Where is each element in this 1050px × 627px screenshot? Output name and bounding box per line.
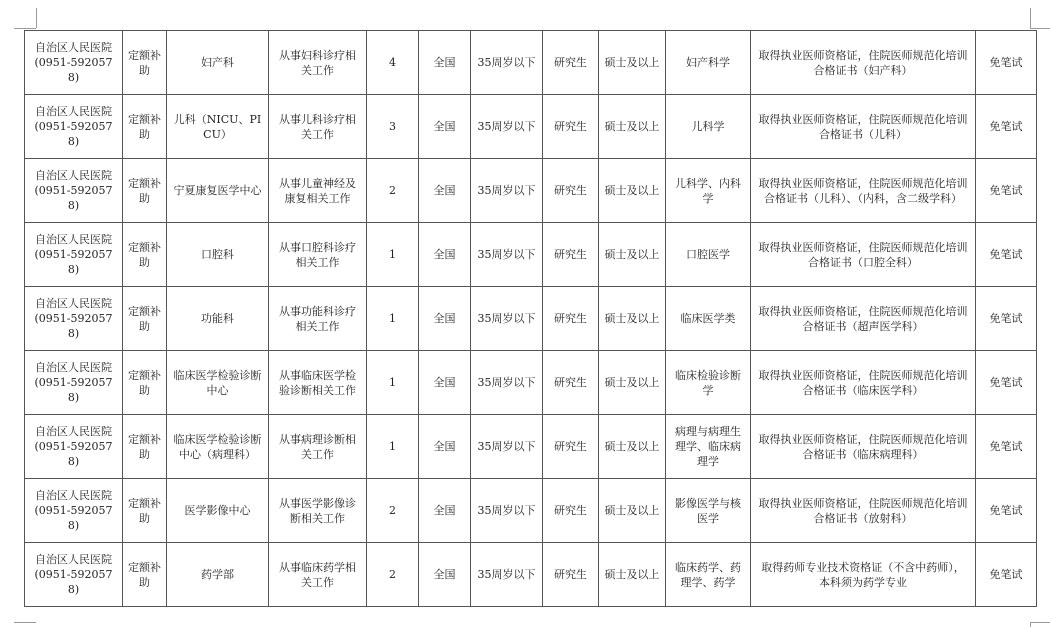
- unit-phone: (0951-5920578): [34, 120, 113, 148]
- headcount-cell: 1: [367, 351, 419, 415]
- scope-cell: 全国: [419, 223, 471, 287]
- funding-type-cell: 定额补助: [123, 95, 167, 159]
- age-cell: 35周岁以下: [471, 287, 543, 351]
- major-cell: 临床药学、药理学、药学: [666, 543, 751, 607]
- scope-cell: 全国: [419, 415, 471, 479]
- funding-type-cell: 定额补助: [123, 351, 167, 415]
- exam-method-cell: 免笔试: [976, 415, 1037, 479]
- exam-method-cell: 免笔试: [976, 543, 1037, 607]
- department-cell: 医学影像中心: [167, 479, 269, 543]
- degree-cell: 硕士及以上: [599, 543, 666, 607]
- age-cell: 35周岁以下: [471, 351, 543, 415]
- exam-method-cell: 免笔试: [976, 159, 1037, 223]
- scope-cell: 全国: [419, 351, 471, 415]
- page-corner-mark: [1030, 622, 1031, 627]
- education-cell: 研究生: [543, 351, 599, 415]
- requirements-cell: 取得执业医师资格证，住院医师规范化培训合格证书（儿科）: [751, 95, 976, 159]
- headcount-cell: 1: [367, 287, 419, 351]
- age-cell: 35周岁以下: [471, 479, 543, 543]
- major-cell: 临床检验诊断学: [666, 351, 751, 415]
- page-corner-mark: [14, 622, 36, 623]
- recruitment-table: [24, 30, 1037, 607]
- page-corner-mark: [14, 28, 36, 29]
- page-corner-mark: [1030, 28, 1050, 29]
- major-cell: 口腔医学: [666, 223, 751, 287]
- unit-name: 自治区人民医院: [35, 361, 112, 374]
- requirements-cell: 取得执业医师资格证，住院医师规范化培训合格证书（口腔全科）: [751, 223, 976, 287]
- headcount-cell: 3: [367, 95, 419, 159]
- duty-cell: 从事临床医学检验诊断相关工作: [269, 351, 367, 415]
- education-cell: 研究生: [543, 223, 599, 287]
- major-cell: 临床医学类: [666, 287, 751, 351]
- degree-cell: 硕士及以上: [599, 159, 666, 223]
- education-cell: 研究生: [543, 415, 599, 479]
- table-row: [25, 95, 1037, 159]
- unit-name: 自治区人民医院: [35, 105, 112, 118]
- headcount-cell: 2: [367, 159, 419, 223]
- unit-name: 自治区人民医院: [35, 41, 112, 54]
- exam-method-cell: 免笔试: [976, 287, 1037, 351]
- headcount-cell: 1: [367, 415, 419, 479]
- department-cell: 药学部: [167, 543, 269, 607]
- unit-cell: [25, 95, 123, 159]
- education-cell: 研究生: [543, 543, 599, 607]
- table-row: [25, 479, 1037, 543]
- age-cell: 35周岁以下: [471, 543, 543, 607]
- headcount-cell: 2: [367, 479, 419, 543]
- unit-phone: (0951-5920578): [34, 248, 113, 276]
- scope-cell: 全国: [419, 479, 471, 543]
- requirements-cell: 取得执业医师资格证，住院医师规范化培训合格证书（临床医学科）: [751, 351, 976, 415]
- department-cell: 临床医学检验诊断中心（病理科）: [167, 415, 269, 479]
- unit-cell: [25, 159, 123, 223]
- exam-method-cell: 免笔试: [976, 223, 1037, 287]
- exam-method-cell: 免笔试: [976, 95, 1037, 159]
- major-cell: 儿科学、内科学: [666, 159, 751, 223]
- scope-cell: 全国: [419, 159, 471, 223]
- duty-cell: 从事口腔科诊疗相关工作: [269, 223, 367, 287]
- unit-cell: [25, 543, 123, 607]
- exam-method-cell: 免笔试: [976, 31, 1037, 95]
- age-cell: 35周岁以下: [471, 31, 543, 95]
- major-cell: 儿科学: [666, 95, 751, 159]
- requirements-cell: 取得药师专业技术资格证（不含中药师），本科须为药学专业: [751, 543, 976, 607]
- exam-method-cell: 免笔试: [976, 479, 1037, 543]
- unit-cell: [25, 31, 123, 95]
- duty-cell: 从事病理诊断相关工作: [269, 415, 367, 479]
- unit-phone: (0951-5920578): [34, 376, 113, 404]
- department-cell: 临床医学检验诊断中心: [167, 351, 269, 415]
- requirements-cell: 取得执业医师资格证，住院医师规范化培训合格证书（放射科）: [751, 479, 976, 543]
- page-corner-mark: [1030, 8, 1031, 28]
- table-row: [25, 287, 1037, 351]
- department-cell: 功能科: [167, 287, 269, 351]
- duty-cell: 从事临床药学相关工作: [269, 543, 367, 607]
- unit-name: 自治区人民医院: [35, 553, 112, 566]
- degree-cell: 硕士及以上: [599, 479, 666, 543]
- unit-name: 自治区人民医院: [35, 233, 112, 246]
- duty-cell: 从事医学影像诊断相关工作: [269, 479, 367, 543]
- headcount-cell: 1: [367, 223, 419, 287]
- funding-type-cell: 定额补助: [123, 287, 167, 351]
- age-cell: 35周岁以下: [471, 159, 543, 223]
- unit-phone: (0951-5920578): [34, 440, 113, 468]
- unit-phone: (0951-5920578): [34, 568, 113, 596]
- unit-name: 自治区人民医院: [35, 425, 112, 438]
- unit-phone: (0951-5920578): [34, 56, 113, 84]
- unit-cell: [25, 479, 123, 543]
- requirements-cell: 取得执业医师资格证，住院医师规范化培训合格证书（超声医学科）: [751, 287, 976, 351]
- headcount-cell: 2: [367, 543, 419, 607]
- scope-cell: 全国: [419, 95, 471, 159]
- unit-cell: [25, 415, 123, 479]
- table-row: [25, 159, 1037, 223]
- unit-phone: (0951-5920578): [34, 312, 113, 340]
- unit-name: 自治区人民医院: [35, 297, 112, 310]
- degree-cell: 硕士及以上: [599, 95, 666, 159]
- degree-cell: 硕士及以上: [599, 31, 666, 95]
- funding-type-cell: 定额补助: [123, 543, 167, 607]
- scope-cell: 全国: [419, 31, 471, 95]
- duty-cell: 从事儿科诊疗相关工作: [269, 95, 367, 159]
- age-cell: 35周岁以下: [471, 415, 543, 479]
- table-row: [25, 223, 1037, 287]
- age-cell: 35周岁以下: [471, 223, 543, 287]
- education-cell: 研究生: [543, 159, 599, 223]
- requirements-cell: 取得执业医师资格证，住院医师规范化培训合格证书（临床病理科）: [751, 415, 976, 479]
- funding-type-cell: 定额补助: [123, 31, 167, 95]
- department-cell: 妇产科: [167, 31, 269, 95]
- table-row: [25, 415, 1037, 479]
- degree-cell: 硕士及以上: [599, 287, 666, 351]
- duty-cell: 从事妇科诊疗相关工作: [269, 31, 367, 95]
- degree-cell: 硕士及以上: [599, 415, 666, 479]
- duty-cell: 从事功能科诊疗相关工作: [269, 287, 367, 351]
- table-row: [25, 543, 1037, 607]
- exam-method-cell: 免笔试: [976, 351, 1037, 415]
- education-cell: 研究生: [543, 479, 599, 543]
- unit-phone: (0951-5920578): [34, 184, 113, 212]
- major-cell: 妇产科学: [666, 31, 751, 95]
- page-corner-mark: [36, 8, 37, 28]
- unit-cell: [25, 223, 123, 287]
- degree-cell: 硕士及以上: [599, 223, 666, 287]
- department-cell: 口腔科: [167, 223, 269, 287]
- education-cell: 研究生: [543, 31, 599, 95]
- page-corner-mark: [1030, 622, 1050, 623]
- table-row: [25, 31, 1037, 95]
- major-cell: 病理与病理生理学、临床病理学: [666, 415, 751, 479]
- scope-cell: 全国: [419, 543, 471, 607]
- degree-cell: 硕士及以上: [599, 351, 666, 415]
- unit-name: 自治区人民医院: [35, 169, 112, 182]
- unit-phone: (0951-5920578): [34, 504, 113, 532]
- unit-name: 自治区人民医院: [35, 489, 112, 502]
- unit-cell: [25, 287, 123, 351]
- requirements-cell: 取得执业医师资格证，住院医师规范化培训合格证书（儿科）、（内科，含二级学科）: [751, 159, 976, 223]
- education-cell: 研究生: [543, 95, 599, 159]
- unit-cell: [25, 351, 123, 415]
- funding-type-cell: 定额补助: [123, 479, 167, 543]
- age-cell: 35周岁以下: [471, 95, 543, 159]
- scope-cell: 全国: [419, 287, 471, 351]
- duty-cell: 从事儿童神经及康复相关工作: [269, 159, 367, 223]
- table-row: [25, 351, 1037, 415]
- department-cell: 宁夏康复医学中心: [167, 159, 269, 223]
- major-cell: 影像医学与核医学: [666, 479, 751, 543]
- headcount-cell: 4: [367, 31, 419, 95]
- education-cell: 研究生: [543, 287, 599, 351]
- requirements-cell: 取得执业医师资格证，住院医师规范化培训合格证书（妇产科）: [751, 31, 976, 95]
- funding-type-cell: 定额补助: [123, 159, 167, 223]
- funding-type-cell: 定额补助: [123, 223, 167, 287]
- funding-type-cell: 定额补助: [123, 415, 167, 479]
- department-cell: 儿科（NICU、PICU）: [167, 95, 269, 159]
